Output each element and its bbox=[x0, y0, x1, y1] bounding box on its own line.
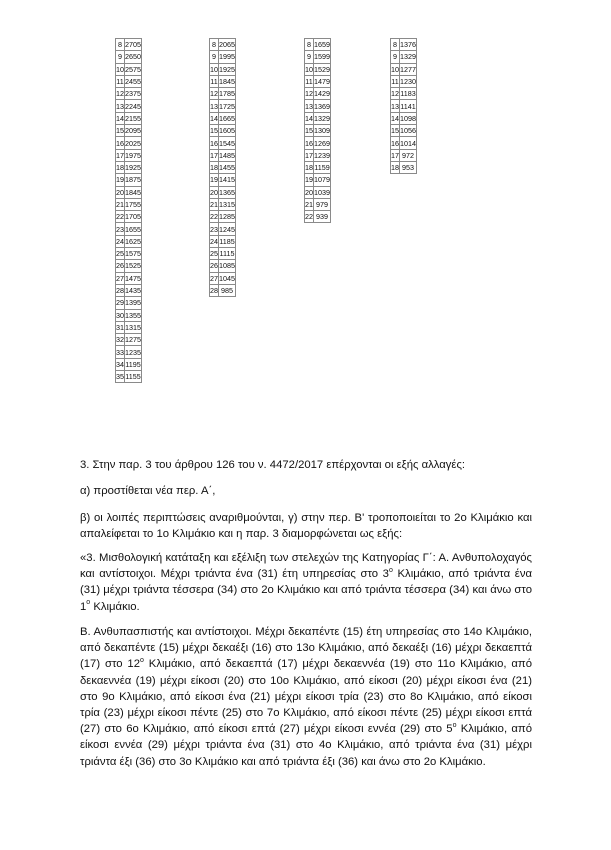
step-cell: 16 bbox=[210, 138, 218, 148]
table-row bbox=[116, 371, 142, 383]
table-row bbox=[210, 63, 236, 75]
table-row bbox=[305, 161, 331, 173]
amount-cell: 2375 bbox=[125, 89, 141, 99]
amount-cell: 2575 bbox=[125, 64, 141, 74]
step-cell: 19 bbox=[210, 175, 218, 185]
table-row bbox=[210, 161, 236, 173]
step-cell: 17 bbox=[391, 150, 399, 160]
amount-cell: 2455 bbox=[125, 77, 141, 87]
amount-cell: 1395 bbox=[125, 298, 141, 308]
step-cell: 32 bbox=[116, 335, 124, 345]
table-row bbox=[210, 39, 236, 51]
table-row bbox=[116, 358, 142, 370]
amount-cell: 1975 bbox=[125, 150, 141, 160]
amendment-item-b: β) οι λοιπές περιπτώσεις αναριθμούνται, γ) στην περ. Β' τροποποιείται το 2ο Κλιμάκιο και απαλείφεται το 1ο Κλιμάκιο και η παρ. 3 διαμορφώνεται ως εξής: bbox=[80, 512, 532, 541]
step-cell: 8 bbox=[391, 39, 400, 51]
amount-cell: 2650 bbox=[125, 52, 141, 62]
table-row bbox=[116, 137, 142, 149]
table-row bbox=[210, 112, 236, 124]
table-row bbox=[116, 125, 142, 137]
table-row bbox=[210, 186, 236, 198]
paragraph-4 bbox=[80, 550, 532, 615]
amount-cell: 1269 bbox=[314, 138, 330, 148]
table-row bbox=[116, 112, 142, 124]
amount-cell: 1185 bbox=[219, 236, 235, 246]
paragraph-3 bbox=[80, 510, 532, 542]
step-cell: 29 bbox=[116, 298, 124, 308]
amount-cell: 1045 bbox=[219, 273, 235, 283]
amount-cell: 1479 bbox=[314, 77, 330, 87]
step-cell: 9 bbox=[391, 51, 400, 63]
step-cell: 15 bbox=[391, 126, 399, 136]
amount-cell: 1014 bbox=[400, 138, 416, 148]
step-cell: 21 bbox=[210, 200, 218, 209]
step-cell: 10 bbox=[391, 64, 399, 74]
table-row bbox=[116, 100, 142, 112]
table-row bbox=[116, 211, 142, 223]
step-cell: 33 bbox=[116, 347, 124, 357]
table-row bbox=[210, 174, 236, 186]
step-cell: 19 bbox=[116, 175, 124, 185]
amount-cell: 1655 bbox=[125, 224, 141, 234]
table-row bbox=[391, 51, 417, 63]
amount-cell: 1755 bbox=[125, 200, 141, 209]
step-cell: 15 bbox=[116, 126, 124, 136]
table-row bbox=[391, 149, 417, 161]
step-cell: 11 bbox=[305, 77, 313, 87]
amount-cell: 985 bbox=[219, 284, 236, 296]
step-cell: 12 bbox=[305, 89, 313, 99]
step-cell: 10 bbox=[210, 64, 218, 74]
step-cell: 35 bbox=[116, 372, 124, 382]
table-row bbox=[116, 346, 142, 358]
table-row bbox=[116, 272, 142, 284]
table-row bbox=[210, 235, 236, 247]
step-cell: 15 bbox=[305, 126, 313, 136]
step-cell: 21 bbox=[116, 200, 124, 209]
step-cell: 11 bbox=[116, 77, 124, 87]
amount-cell: 1785 bbox=[219, 89, 235, 99]
table-row bbox=[210, 125, 236, 137]
salary-table-2 bbox=[209, 38, 236, 297]
step-cell: 25 bbox=[210, 249, 218, 259]
step-cell: 34 bbox=[116, 359, 124, 369]
table-row bbox=[116, 260, 142, 272]
amount-cell: 1545 bbox=[219, 138, 235, 148]
step-cell: 25 bbox=[116, 249, 124, 259]
step-cell: 20 bbox=[305, 187, 313, 197]
step-cell: 10 bbox=[116, 64, 124, 74]
amount-cell: 2245 bbox=[125, 101, 141, 111]
amount-cell: 1845 bbox=[125, 187, 141, 197]
amount-cell: 1079 bbox=[314, 175, 330, 185]
amount-cell: 939 bbox=[314, 211, 331, 223]
amount-cell: 1705 bbox=[125, 212, 141, 222]
step-cell: 12 bbox=[391, 89, 399, 99]
amount-cell: 1485 bbox=[219, 150, 235, 160]
step-cell: 18 bbox=[391, 163, 399, 173]
amount-cell: 1925 bbox=[125, 163, 141, 173]
paragraph-2 bbox=[80, 483, 532, 499]
amount-cell: 1159 bbox=[314, 163, 330, 173]
amount-cell: 972 bbox=[400, 149, 417, 161]
step-cell: 28 bbox=[116, 286, 124, 296]
table-row bbox=[305, 75, 331, 87]
amount-cell: 1155 bbox=[125, 372, 141, 382]
step-cell: 12 bbox=[116, 89, 124, 99]
table-row bbox=[391, 39, 417, 51]
salary-table-4 bbox=[390, 38, 417, 174]
amount-cell: 1475 bbox=[125, 273, 141, 283]
step-cell: 13 bbox=[116, 101, 124, 111]
table-row bbox=[305, 137, 331, 149]
table-row bbox=[116, 284, 142, 296]
amendment-item-a: α) προστίθεται νέα περ. Α΄, bbox=[80, 485, 216, 497]
step-cell: 9 bbox=[210, 51, 219, 63]
table-row bbox=[210, 272, 236, 284]
amount-cell: 1275 bbox=[125, 335, 141, 345]
table-row bbox=[305, 88, 331, 100]
amount-cell: 1235 bbox=[125, 347, 141, 357]
table-row bbox=[391, 161, 417, 173]
amount-cell: 1659 bbox=[314, 40, 330, 50]
amount-cell: 1183 bbox=[400, 89, 416, 99]
step-cell: 26 bbox=[210, 261, 218, 271]
step-cell: 13 bbox=[305, 101, 313, 111]
step-cell: 9 bbox=[116, 51, 125, 63]
table-row bbox=[305, 174, 331, 186]
table-row bbox=[210, 248, 236, 260]
amount-cell: 2065 bbox=[219, 40, 235, 50]
amount-cell: 1925 bbox=[219, 64, 235, 74]
amount-cell: 1376 bbox=[400, 40, 416, 50]
step-cell: 30 bbox=[116, 310, 124, 320]
table-row bbox=[116, 223, 142, 235]
amount-cell: 1329 bbox=[314, 113, 330, 123]
step-cell: 27 bbox=[210, 273, 218, 283]
amount-cell: 1315 bbox=[219, 200, 235, 209]
amount-cell: 1309 bbox=[314, 126, 330, 136]
table-row bbox=[391, 125, 417, 137]
amount-cell: 1365 bbox=[219, 187, 235, 197]
table-row bbox=[391, 63, 417, 75]
table-row bbox=[116, 63, 142, 75]
amount-cell: 953 bbox=[400, 161, 417, 173]
amount-cell: 1285 bbox=[219, 212, 235, 222]
amount-cell: 1455 bbox=[219, 163, 235, 173]
step-cell: 17 bbox=[305, 150, 313, 160]
step-cell: 20 bbox=[210, 187, 218, 197]
amount-cell: 1435 bbox=[125, 286, 141, 296]
table-row bbox=[116, 309, 142, 321]
amount-cell: 1575 bbox=[125, 249, 141, 259]
step-cell: 10 bbox=[305, 64, 313, 74]
step-cell: 12 bbox=[210, 89, 218, 99]
step-cell: 17 bbox=[116, 150, 124, 160]
amount-cell: 1039 bbox=[314, 187, 330, 197]
category-b-text: Β. Ανθυπασπιστής και αντίστοιχοι. Μέχρι δεκαπέντε (15) έτη υπηρεσίας στο 14ο Κλιμάκιο, από δεκαπέντε (15) μέχρι δεκαέξι (16) στο 13ο Κλιμάκιο, από δεκαέξι (16) μέχρι δεκαεπτά (17) στο $12^o$ Κλιμάκιο, από δεκαεπτά (17) μέχρι δεκαεννέα (19) στο 11ο Κλιμάκιο, από δεκαεννέα (19) μέχρι είκοσι (20) στο 10ο Κλιμάκιο, από είκοσι (20) μέχρι είκοσι ένα (21) στο 9ο Κλιμάκιο, από είκοσι ένα (21) μέχρι είκοσι τρία (23) στο 8ο Κλιμάκιο, από είκοσι τρία (23) μέχρι είκοσι πέντε (25) στο 7ο Κλιμάκιο, από είκοσι πέντε (25) μέχρι είκοσι επτά (27) στο 6ο Κλιμάκιο, από είκοσι επτά (27) μέχρι είκοσι εννέα (29) στο $5^o$ Κλιμάκιο, από είκοσι εννέα (29) μέχρι τριάντα ένα (31) στο 4ο Κλιμάκιο, από τριάντα ένα (31) μέχρι τριάντα έξι (36) στο 3ο Κλιμάκιο και από τριάντα έξι (36) και άνω στο 2ο Κλιμάκιο. bbox=[80, 626, 532, 768]
amount-cell: 1329 bbox=[400, 52, 416, 62]
amount-cell: 1429 bbox=[314, 89, 330, 99]
table-row bbox=[116, 321, 142, 333]
table-row bbox=[305, 186, 331, 198]
step-cell: 23 bbox=[116, 224, 124, 234]
table-row bbox=[116, 39, 142, 51]
table-row bbox=[210, 137, 236, 149]
amount-cell: 1277 bbox=[400, 64, 416, 74]
table-row bbox=[116, 248, 142, 260]
table-row bbox=[210, 88, 236, 100]
step-cell: 11 bbox=[391, 77, 399, 87]
table-row bbox=[116, 186, 142, 198]
step-cell: 18 bbox=[210, 163, 218, 173]
amount-cell: 1115 bbox=[219, 249, 235, 259]
amount-cell: 1599 bbox=[314, 52, 330, 62]
paragraph-5 bbox=[80, 624, 532, 770]
amount-cell: 1098 bbox=[400, 113, 416, 123]
table-row bbox=[116, 149, 142, 161]
step-cell: 18 bbox=[305, 163, 313, 173]
amount-cell: 2095 bbox=[125, 126, 141, 136]
table-row bbox=[305, 63, 331, 75]
table-row bbox=[305, 100, 331, 112]
step-cell: 14 bbox=[210, 113, 218, 123]
table-row bbox=[210, 75, 236, 87]
category-a-text: «3. Μισθολογική κατάταξη και εξέλιξη των στελεχών της Κατηγορίας Γ΄: Α. Ανθυπολοχαγός και αντίστοιχοι. Μέχρι τριάντα ένα (31) έτη υπηρεσίας στο $3^o$ Κλιμάκιο, από τριάντα ένα (31) μέχρι τριάντα τέσσερα (34) στο 2ο Κλιμάκιο και από τριάντα τέσσερα (34) και άνω στο $1^o$ Κλιμάκιο. bbox=[80, 552, 533, 613]
salary-table-3 bbox=[304, 38, 331, 223]
table-row bbox=[210, 198, 236, 210]
table-row bbox=[116, 51, 142, 63]
amount-cell: 1195 bbox=[125, 359, 141, 369]
amount-cell: 1141 bbox=[400, 101, 416, 111]
amount-cell: 979 bbox=[314, 198, 331, 210]
amount-cell: 1056 bbox=[400, 126, 416, 136]
amount-cell: 2155 bbox=[125, 113, 141, 123]
table-row bbox=[116, 75, 142, 87]
table-row bbox=[116, 174, 142, 186]
step-cell: 16 bbox=[391, 138, 399, 148]
step-cell: 24 bbox=[116, 236, 124, 246]
step-cell: 11 bbox=[210, 77, 218, 87]
amendment-intro: 3. Στην παρ. 3 του άρθρου 126 του ν. 4472/2017 επέρχονται οι εξής αλλαγές: bbox=[80, 459, 466, 471]
amount-cell: 1995 bbox=[219, 52, 235, 62]
step-cell: 22 bbox=[116, 212, 124, 222]
table-row bbox=[116, 198, 142, 210]
step-cell: 22 bbox=[210, 212, 218, 222]
amount-cell: 1355 bbox=[125, 310, 141, 320]
amount-cell: 1245 bbox=[219, 224, 235, 234]
salary-table-1 bbox=[115, 38, 142, 383]
step-cell: 16 bbox=[305, 138, 313, 148]
amount-cell: 1369 bbox=[314, 101, 330, 111]
amount-cell: 1625 bbox=[125, 236, 141, 246]
table-row bbox=[305, 51, 331, 63]
amount-cell: 1605 bbox=[219, 126, 235, 136]
paragraph-1 bbox=[80, 457, 532, 473]
step-cell: 17 bbox=[210, 150, 218, 160]
step-cell: 9 bbox=[305, 51, 314, 63]
table-row bbox=[305, 39, 331, 51]
amount-cell: 2705 bbox=[125, 40, 141, 50]
table-row bbox=[305, 211, 331, 223]
table-row bbox=[305, 125, 331, 137]
step-cell: 31 bbox=[116, 322, 124, 332]
table-row bbox=[391, 88, 417, 100]
table-row bbox=[210, 149, 236, 161]
step-cell: 28 bbox=[210, 286, 218, 296]
step-cell: 14 bbox=[391, 113, 399, 123]
table-row bbox=[210, 223, 236, 235]
step-cell: 22 bbox=[305, 212, 313, 222]
table-row bbox=[116, 88, 142, 100]
step-cell: 8 bbox=[116, 39, 125, 51]
table-row bbox=[116, 235, 142, 247]
step-cell: 8 bbox=[305, 39, 314, 51]
amount-cell: 1525 bbox=[125, 261, 141, 271]
table-row bbox=[305, 112, 331, 124]
amount-cell: 2025 bbox=[125, 138, 141, 148]
amount-cell: 1415 bbox=[219, 175, 235, 185]
step-cell: 19 bbox=[305, 175, 313, 185]
amount-cell: 1875 bbox=[125, 175, 141, 185]
step-cell: 27 bbox=[116, 273, 124, 283]
table-row bbox=[210, 211, 236, 223]
step-cell: 20 bbox=[116, 187, 124, 197]
table-row bbox=[210, 260, 236, 272]
amount-cell: 1239 bbox=[314, 150, 330, 160]
table-row bbox=[391, 75, 417, 87]
step-cell: 14 bbox=[305, 113, 313, 123]
amount-cell: 1725 bbox=[219, 101, 235, 111]
table-row bbox=[210, 100, 236, 112]
amount-cell: 1085 bbox=[219, 261, 235, 271]
table-row bbox=[391, 137, 417, 149]
amount-cell: 1529 bbox=[314, 64, 330, 74]
step-cell: 24 bbox=[210, 236, 218, 246]
step-cell: 13 bbox=[210, 101, 218, 111]
table-row bbox=[210, 51, 236, 63]
step-cell: 15 bbox=[210, 126, 218, 136]
step-cell: 18 bbox=[116, 163, 124, 173]
table-row bbox=[116, 161, 142, 173]
step-cell: 23 bbox=[210, 224, 218, 234]
table-row bbox=[116, 297, 142, 309]
step-cell: 26 bbox=[116, 261, 124, 271]
step-cell: 8 bbox=[210, 39, 219, 51]
amount-cell: 1230 bbox=[400, 77, 416, 87]
step-cell: 14 bbox=[116, 113, 124, 123]
table-row bbox=[391, 112, 417, 124]
table-row bbox=[116, 334, 142, 346]
table-row bbox=[305, 198, 331, 210]
table-row bbox=[305, 149, 331, 161]
step-cell: 21 bbox=[305, 200, 313, 209]
amount-cell: 1845 bbox=[219, 77, 235, 87]
step-cell: 16 bbox=[116, 138, 124, 148]
step-cell: 13 bbox=[391, 101, 399, 111]
table-row bbox=[391, 100, 417, 112]
amount-cell: 1665 bbox=[219, 113, 235, 123]
amount-cell: 1315 bbox=[125, 322, 141, 332]
table-row bbox=[210, 284, 236, 296]
